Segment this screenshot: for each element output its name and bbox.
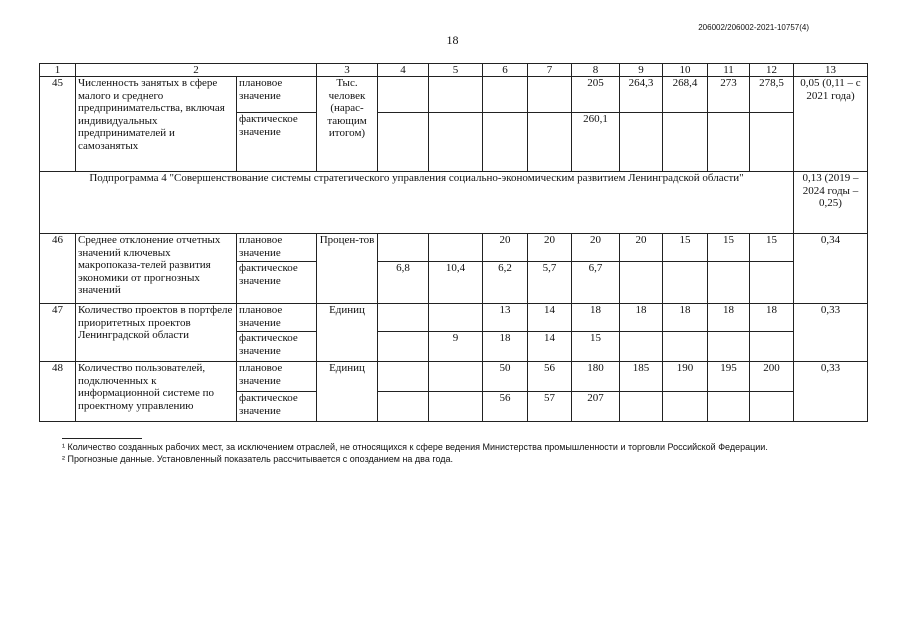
- value-cell: [429, 77, 483, 113]
- value-cell: [620, 262, 663, 304]
- value-cell: 56: [528, 362, 572, 392]
- value-cell: [663, 113, 708, 172]
- value-cell: [378, 234, 429, 262]
- value-cell: 13: [483, 304, 528, 332]
- header-cell: 1: [40, 64, 76, 77]
- weight-cell: 0,33: [794, 362, 868, 422]
- indicator-name: Количество проектов в портфеле приоритетных проектов Ленинградской области: [76, 304, 237, 362]
- plan-label: плановое значение: [237, 304, 317, 332]
- value-cell: 278,5: [750, 77, 794, 113]
- value-cell: [429, 113, 483, 172]
- fact-label: фактическое значение: [237, 262, 317, 304]
- value-cell: [378, 77, 429, 113]
- header-cell: 2: [76, 64, 317, 77]
- value-cell: [429, 392, 483, 422]
- plan-label: плановое значение: [237, 234, 317, 262]
- weight-cell: 0,05 (0,11 – с 2021 года): [794, 77, 868, 172]
- header-cell: 10: [663, 64, 708, 77]
- table-row: [40, 362, 868, 392]
- plan-label: плановое значение: [237, 77, 317, 113]
- value-cell: [620, 113, 663, 172]
- table-row: [40, 304, 868, 332]
- value-cell: 50: [483, 362, 528, 392]
- value-cell: [708, 332, 750, 362]
- subprogram-row: [40, 172, 868, 234]
- value-cell: 264,3: [620, 77, 663, 113]
- header-cell: 7: [528, 64, 572, 77]
- value-cell: 180: [572, 362, 620, 392]
- value-cell: 15: [708, 234, 750, 262]
- value-cell: [378, 392, 429, 422]
- value-cell: 56: [483, 392, 528, 422]
- value-cell: 18: [708, 304, 750, 332]
- value-cell: 15: [572, 332, 620, 362]
- header-cell: 13: [794, 64, 868, 77]
- value-cell: 15: [750, 234, 794, 262]
- header-cell: 6: [483, 64, 528, 77]
- value-cell: 5,7: [528, 262, 572, 304]
- row-number: 45: [40, 77, 76, 172]
- fact-label: фактическое значение: [237, 113, 317, 172]
- value-cell: 273: [708, 77, 750, 113]
- value-cell: [708, 262, 750, 304]
- value-cell: [429, 362, 483, 392]
- value-cell: [663, 262, 708, 304]
- value-cell: 205: [572, 77, 620, 113]
- footnote-1: ¹ Количество созданных рабочих мест, за исключением отраслей, не относящихся к сфере ведения Министерства промышленности и торговли Российской Федерации.: [62, 442, 768, 452]
- subprogram-title: Подпрограмма 4 "Совершенствование системы стратегического управления социально-экономическим развитием Ленинградской области": [40, 172, 794, 234]
- row-number: 46: [40, 234, 76, 304]
- header-cell: 8: [572, 64, 620, 77]
- value-cell: [378, 332, 429, 362]
- table-row: [40, 77, 868, 113]
- header-row: [40, 64, 868, 77]
- plan-label: плановое значение: [237, 362, 317, 392]
- unit-cell: Единиц: [317, 304, 378, 362]
- value-cell: 207: [572, 392, 620, 422]
- header-cell: 12: [750, 64, 794, 77]
- value-cell: 185: [620, 362, 663, 392]
- value-cell: [378, 304, 429, 332]
- value-cell: 18: [620, 304, 663, 332]
- value-cell: [378, 113, 429, 172]
- value-cell: 14: [528, 332, 572, 362]
- value-cell: [708, 113, 750, 172]
- header-cell: 11: [708, 64, 750, 77]
- value-cell: [483, 113, 528, 172]
- value-cell: 14: [528, 304, 572, 332]
- document-id: 206002/206002-2021-10757(4): [698, 23, 809, 32]
- value-cell: 57: [528, 392, 572, 422]
- weight-cell: 0,34: [794, 234, 868, 304]
- fact-label: фактическое значение: [237, 392, 317, 422]
- header-cell: 5: [429, 64, 483, 77]
- value-cell: 15: [663, 234, 708, 262]
- indicator-name: Количество пользователей, подключенных к информационной системе по проектному управлению: [76, 362, 237, 422]
- value-cell: 195: [708, 362, 750, 392]
- value-cell: 6,7: [572, 262, 620, 304]
- value-cell: 9: [429, 332, 483, 362]
- value-cell: [620, 332, 663, 362]
- header-cell: 4: [378, 64, 429, 77]
- header-cell: 3: [317, 64, 378, 77]
- table-row: [40, 234, 868, 262]
- value-cell: 20: [572, 234, 620, 262]
- fact-label: фактическое значение: [237, 332, 317, 362]
- page-number: 18: [446, 33, 459, 47]
- header-cell: 9: [620, 64, 663, 77]
- value-cell: [429, 304, 483, 332]
- value-cell: 200: [750, 362, 794, 392]
- value-cell: [528, 113, 572, 172]
- unit-cell: Единиц: [317, 362, 378, 422]
- value-cell: [483, 77, 528, 113]
- value-cell: [663, 392, 708, 422]
- value-cell: [663, 332, 708, 362]
- value-cell: [750, 262, 794, 304]
- value-cell: [378, 362, 429, 392]
- value-cell: 6,2: [483, 262, 528, 304]
- value-cell: 20: [483, 234, 528, 262]
- value-cell: [620, 392, 663, 422]
- value-cell: 260,1: [572, 113, 620, 172]
- value-cell: 18: [483, 332, 528, 362]
- value-cell: 18: [663, 304, 708, 332]
- footnote-divider: [62, 438, 142, 439]
- footnotes: [62, 438, 768, 465]
- value-cell: 20: [528, 234, 572, 262]
- footnote-2: ² Прогнозные данные. Установленный показатель рассчитывается с опозданием на два года.: [62, 454, 454, 464]
- value-cell: 10,4: [429, 262, 483, 304]
- value-cell: 190: [663, 362, 708, 392]
- weight-cell: 0,33: [794, 304, 868, 362]
- indicator-name: Численность занятых в сфере малого и среднего предпринимательства, включая индивидуальных предпринимателей и самозанятых: [76, 77, 237, 172]
- value-cell: [429, 234, 483, 262]
- value-cell: 268,4: [663, 77, 708, 113]
- value-cell: [750, 113, 794, 172]
- weight-cell: 0,13 (2019 – 2024 годы – 0,25): [794, 172, 868, 234]
- unit-cell: Тыс. человек (нарас-тающим итогом): [317, 77, 378, 172]
- value-cell: 20: [620, 234, 663, 262]
- value-cell: 18: [750, 304, 794, 332]
- unit-cell: Процен-тов: [317, 234, 378, 304]
- value-cell: [750, 392, 794, 422]
- value-cell: [708, 392, 750, 422]
- indicator-name: Среднее отклонение отчетных значений ключевых макропоказа-телей развития экономики от прогнозных значений: [76, 234, 237, 304]
- value-cell: 6,8: [378, 262, 429, 304]
- value-cell: [528, 77, 572, 113]
- value-cell: 18: [572, 304, 620, 332]
- row-number: 47: [40, 304, 76, 362]
- indicators-table: [39, 63, 868, 422]
- row-number: 48: [40, 362, 76, 422]
- value-cell: [750, 332, 794, 362]
